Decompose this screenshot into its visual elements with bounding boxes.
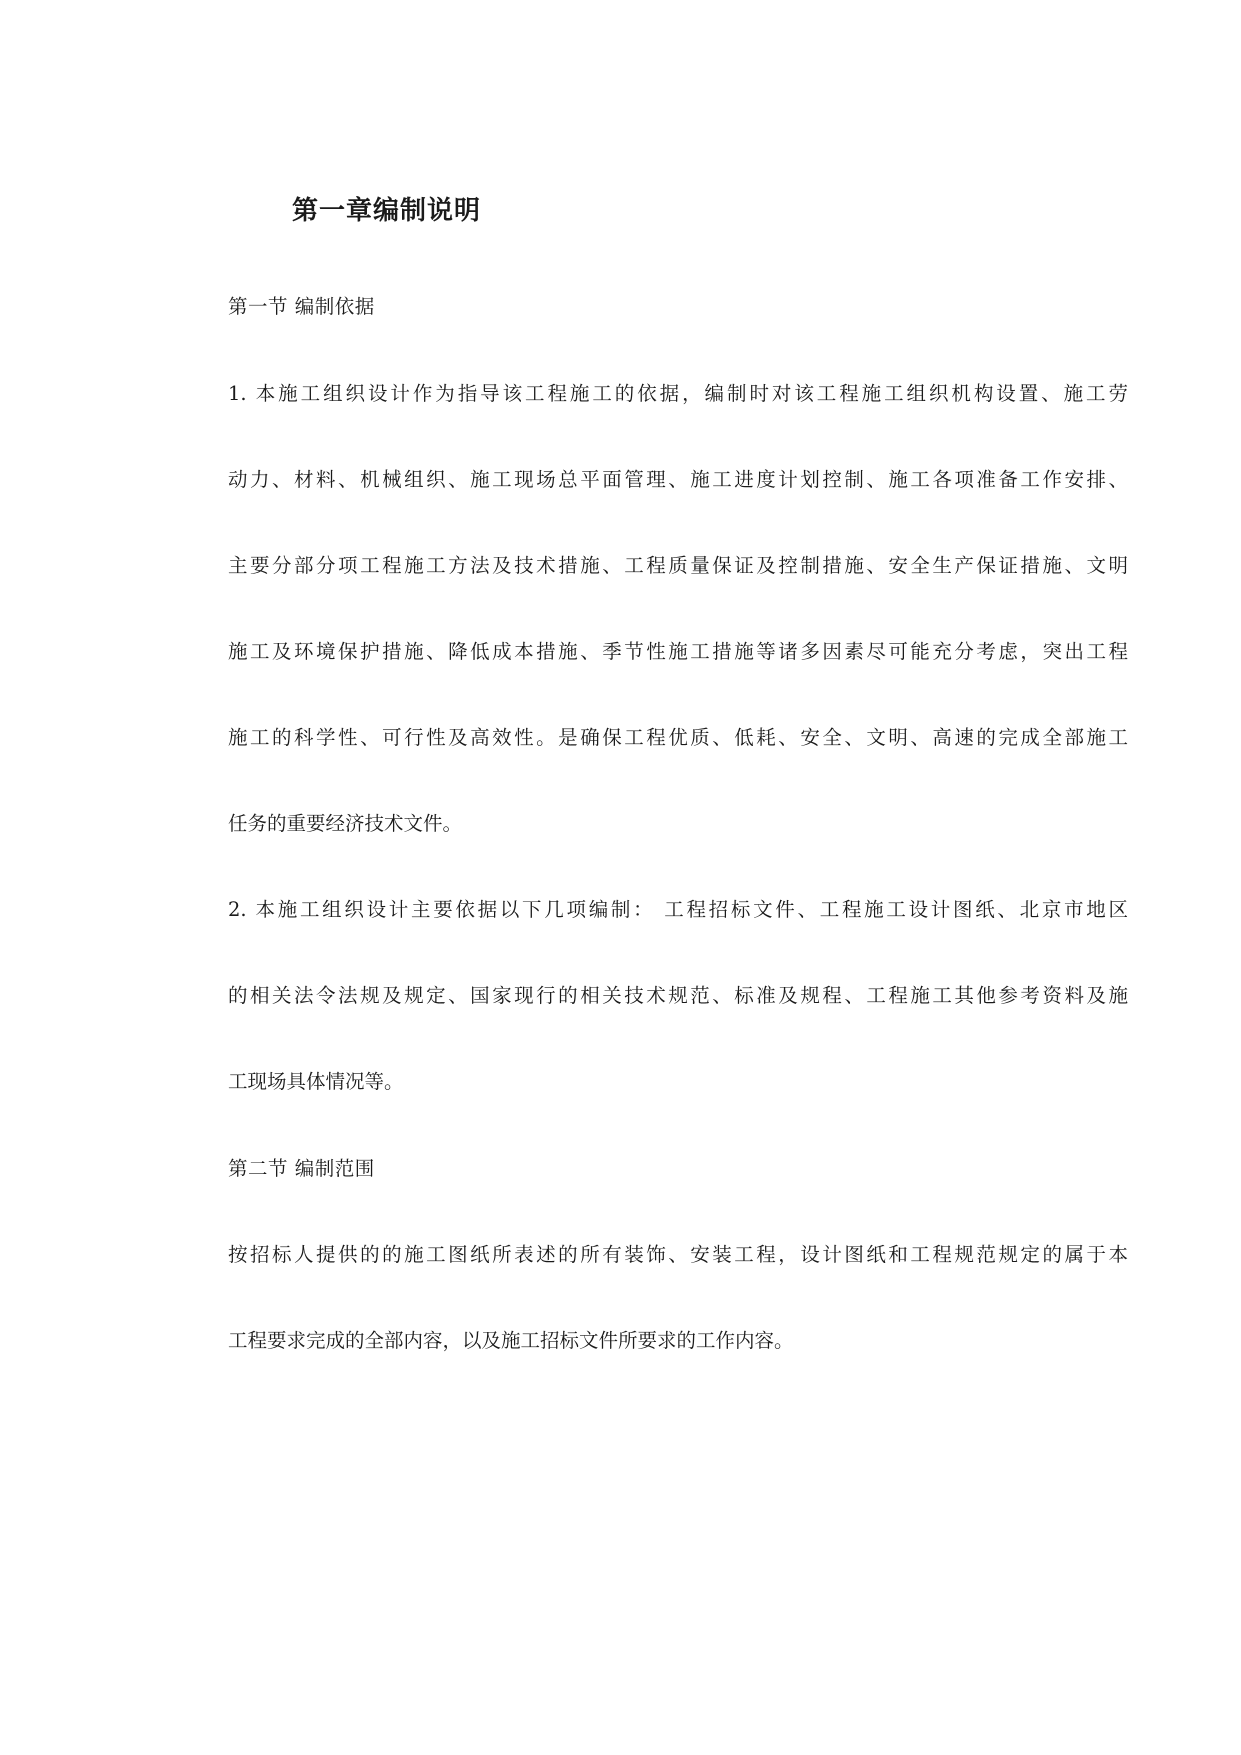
paragraph-line: 施工的科学性、可行性及高效性。是确保工程优质、低耗、安全、文明、高速的完成全部施工 [228,726,1128,749]
section-heading-scope: 第二节 编制范围 [228,1157,375,1180]
paragraph-line: 的相关法令法规及规定、国家现行的相关技术规范、标准及规程、工程施工其他参考资料及施 [228,984,1128,1007]
paragraph-line: 工程要求完成的全部内容，以及施工招标文件所要求的工作内容。 [228,1329,794,1352]
paragraph-line: 工现场具体情况等。 [228,1070,404,1093]
paragraph-line: 1. 本施工组织设计作为指导该工程施工的依据，编制时对该工程施工组织机构设置、施工劳 [228,382,1128,405]
paragraph-line: 按招标人提供的的施工图纸所表述的所有装饰、安装工程，设计图纸和工程规范规定的属于本 [228,1243,1128,1266]
paragraph-line: 2. 本施工组织设计主要依据以下几项编制： 工程招标文件、工程施工设计图纸、北京市地区 [228,898,1128,921]
paragraph-line: 动力、材料、机械组织、施工现场总平面管理、施工进度计划控制、施工各项准备工作安排、 [228,468,1128,491]
paragraph-line: 施工及环境保护措施、降低成本措施、季节性施工措施等诸多因素尽可能充分考虑，突出工程 [228,640,1128,663]
paragraph-line: 主要分部分项工程施工方法及技术措施、工程质量保证及控制措施、安全生产保证措施、文明 [228,554,1128,577]
chapter-title: 第一章编制说明 [292,196,482,226]
paragraph-line: 任务的重要经济技术文件。 [228,812,463,835]
section-heading-basis: 第一节 编制依据 [228,295,375,318]
